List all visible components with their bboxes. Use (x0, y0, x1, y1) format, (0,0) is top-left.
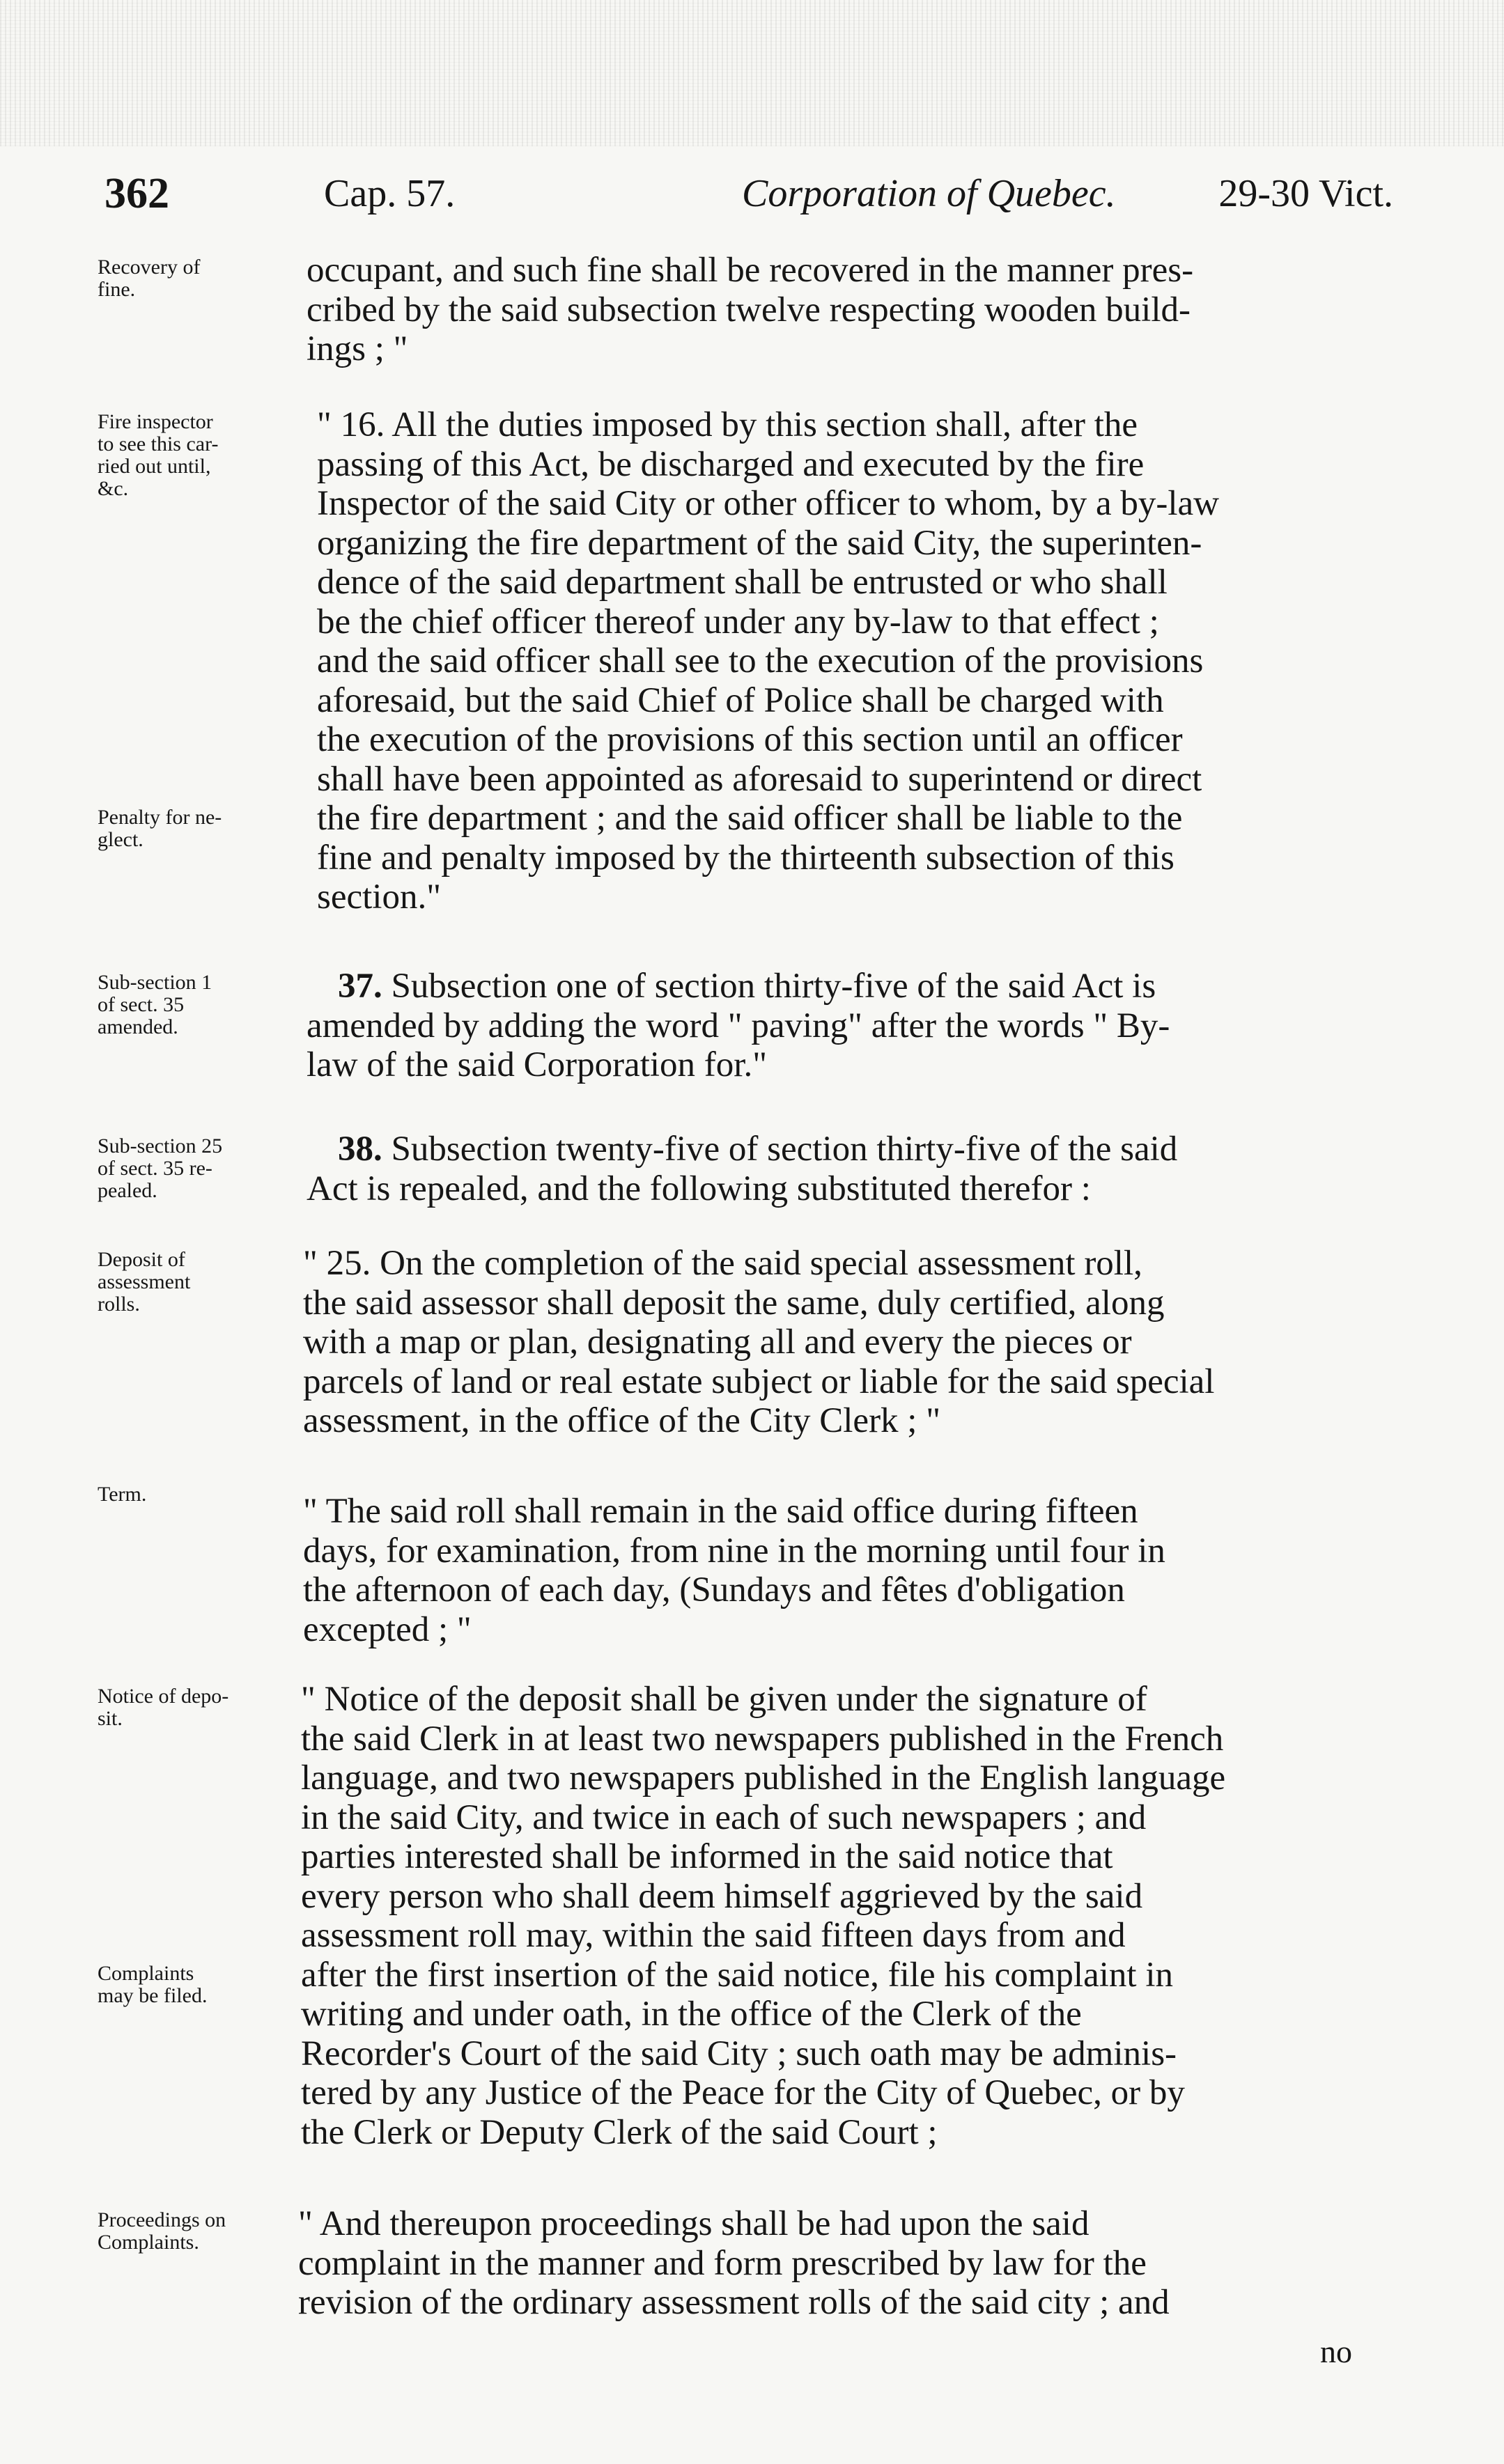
chapter-label: Cap. 57. (324, 172, 456, 215)
margin-note-recovery: Recovery of fine. (98, 256, 201, 301)
section-38-text: Subsection twenty-five of section thirty-five of the said Act is repealed, and the following substituted therefor : (307, 1130, 1178, 1208)
margin-note-notice: Notice of depo- sit. (98, 1685, 229, 1730)
page-header (104, 166, 1393, 221)
margin-note-term: Term. (98, 1483, 147, 1506)
paragraph-section-38 (307, 1130, 1386, 1208)
margin-note-subsection-1: Sub-section 1 of sect. 35 amended. (98, 971, 212, 1038)
paragraph-term: " The said roll shall remain in the said office during fifteen days, for examination, from nine in the morning until four in the afternoon of each day, (Sundays and fêtes d'obligation excepted ; " (303, 1492, 1165, 1649)
margin-note-proceedings: Proceedings on Complaints. (98, 2208, 226, 2254)
section-37-text: Subsection one of section thirty-five of the said Act is amended by adding the word " paving" after the words " By- law of the said Corporation for." (307, 967, 1170, 1084)
margin-note-subsection-25: Sub-section 25 of sect. 35 re- pealed. (98, 1134, 223, 1202)
paragraph-fine-recovery: occupant, and such fine shall be recovered in the manner pres- cribed by the said subsection twelve respecting wooden build- ings ; " (307, 251, 1194, 368)
page-number: 362 (104, 170, 169, 217)
regnal-year: 29-30 Vict. (1218, 172, 1393, 215)
margin-note-complaints: Complaints may be filed. (98, 1962, 208, 2007)
section-number-38: 38. (338, 1130, 382, 1169)
running-title: Corporation of Quebec. (742, 172, 1116, 215)
margin-note-fire-inspector: Fire inspector to see this car- ried out until, &c. (98, 410, 219, 500)
paragraph-section-37 (307, 967, 1386, 1085)
paragraph-notice: " Notice of the deposit shall be given under the signature of the said Clerk in at least two newspapers published in the French language, and two newspapers published in the English language in the said City, and twice in each of such newspapers ; and parties interested shall be informed in the said notice that every person who shall deem himself aggrieved by the said assessment roll may, within the said fifteen days from and after the first insertion of the said notice, file his complaint in writing and under oath, in the office of the Clerk of the Recorder's Court of the said City ; such oath may be adminis- tered by any Justice of the Peace for the City of Quebec, or by the Clerk or Deputy Clerk of the said Court ; (301, 1680, 1226, 2152)
margin-note-deposit: Deposit of assessment rolls. (98, 1248, 191, 1316)
paragraph-section-16: " 16. All the duties imposed by this section shall, after the passing of this Act, be discharged and executed by the fire Inspector of the said City or other officer to whom, by a by-law organizing the fire department of the said City, the superinten- dence of the said department shall be entrusted or who shall be the chief officer thereof under any by-law to that effect ; and the said officer shall see to the execution of the provisions aforesaid, but the said Chief of Police shall be charged with the execution of the provisions of this section until an officer shall have been appointed as aforesaid to superintend or direct the fire department ; and the said officer shall be liable to the fine and penalty imposed by the thirteenth subsection of this section." (317, 405, 1219, 917)
margin-note-penalty: Penalty for ne- glect. (98, 806, 222, 851)
paragraph-proceedings: " And thereupon proceedings shall be had upon the said complaint in the manner and form prescribed by law for the revision of the ordinary assessment rolls of the said city ; and (298, 2204, 1170, 2322)
scan-noise-strip (0, 0, 1504, 146)
paragraph-deposit: " 25. On the completion of the said special assessment roll, the said assessor shall deposit the same, duly certified, along with a map or plan, designating all and every the pieces or parcels of land or real estate subject or liable for the said special assessment, in the office of the City Clerk ; " (303, 1244, 1215, 1440)
section-number-37: 37. (338, 967, 382, 1006)
catchword: no (1320, 2334, 1352, 2369)
